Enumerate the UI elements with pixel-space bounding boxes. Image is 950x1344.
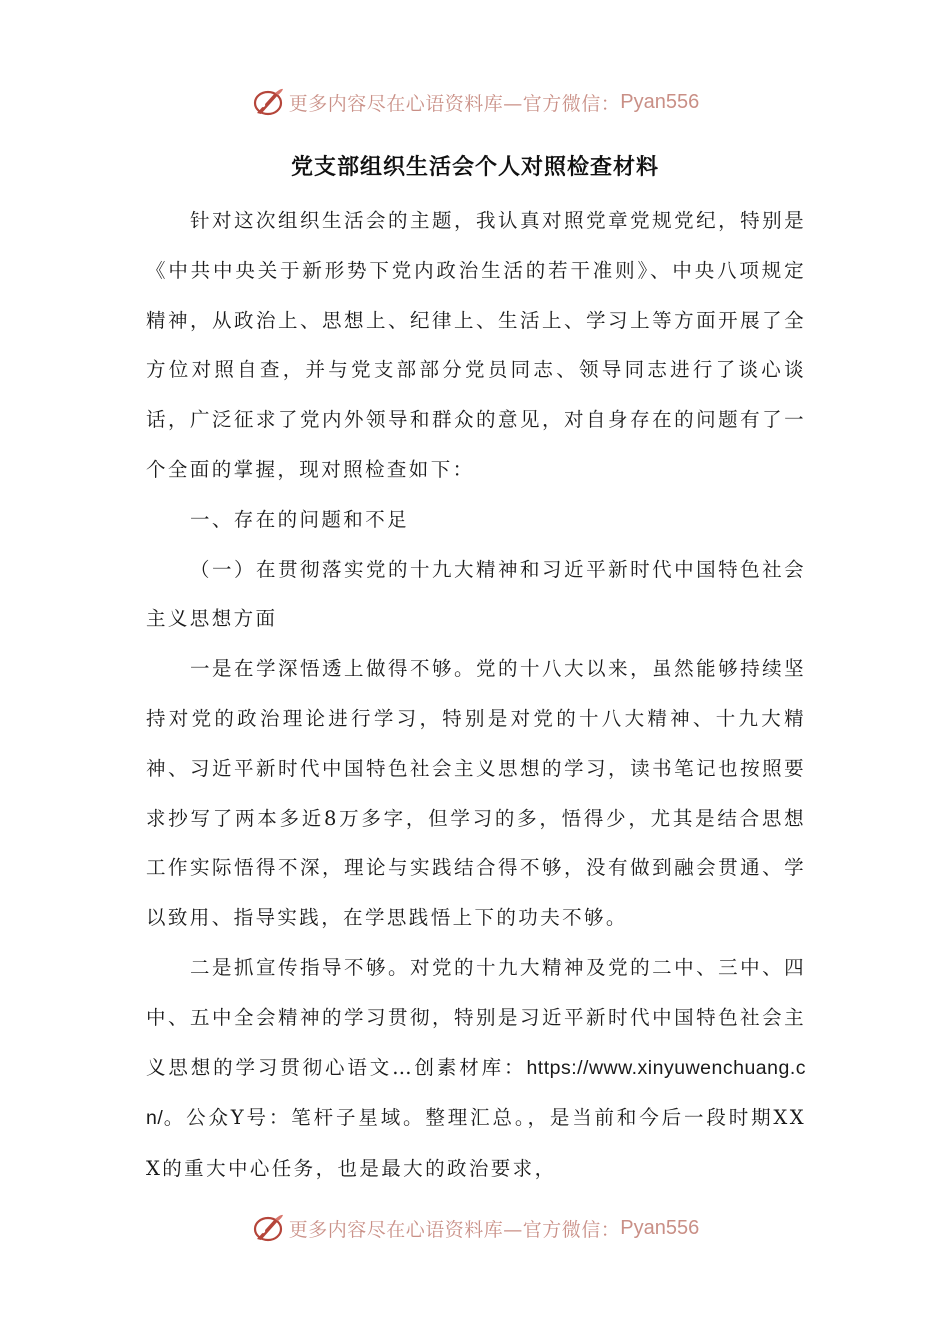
point-two-paragraph xyxy=(146,943,806,1194)
point-two-text-b: 。公众Y号：笔杆子星域。整理汇总。，是当前和今后一段时期XXX的重大中心任务，也是最大的政治要求， xyxy=(146,1106,806,1181)
footer-watermark-banner xyxy=(0,1208,950,1248)
document-body xyxy=(146,196,806,1194)
source-url-link[interactable]: https://www.xinyuwenchuang.cn/ xyxy=(146,1056,806,1130)
quill-logo-icon xyxy=(251,85,285,119)
header-watermark-banner xyxy=(0,82,950,122)
point-two-text-a: 二是抓宣传指导不够。对党的十九大精神及党的二中、三中、四中、五中全会精神的学习贯彻，特别是习近平新时代中国特色社会主义思想的学习贯彻心语文…创素材库： xyxy=(146,955,806,1079)
banner-text: 更多内容尽在心语资料库—官方微信： xyxy=(288,1218,621,1241)
banner-wechat-id: Pyan556 xyxy=(620,1216,700,1239)
section-heading-1: 一、存在的问题和不足 xyxy=(190,507,410,531)
intro-paragraph: 针对这次组织生活会的主题，我认真对照党章党规党纪，特别是《中共中央关于新形势下党内政治生活的若干准则》、中央八项规定精神，从政治上、思想上、纪律上、生活上、学习上等方面开展了全方位对照自查，并与党支部部分党员同志、领导同志进行了谈心谈话，广泛征求了党内外领导和群众的意见，对自身存在的问题有了一个全面的掌握，现对照检查如下： xyxy=(146,209,806,481)
document-title: 党支部组织生活会个人对照检查材料 xyxy=(290,154,659,180)
banner-text: 更多内容尽在心语资料库—官方微信： xyxy=(288,92,621,115)
banner-wechat-id: Pyan556 xyxy=(620,90,700,113)
point-one-paragraph: 一是在学深悟透上做得不够。党的十八大以来，虽然能够持续坚持对党的政治理论进行学习，特别是对党的十八大精神、十九大精神、习近平新时代中国特色社会主义思想的学习，读书笔记也按照要求抄写了两本多近8万多字，但学习的多，悟得少，尤其是结合思想工作实际悟得不深，理论与实践结合得不够，没有做到融会贯通、学以致用、指导实践，在学思践悟上下的功夫不够。 xyxy=(146,657,806,930)
quill-logo-icon xyxy=(251,1211,285,1245)
subsection-heading-1: （一）在贯彻落实党的十九大精神和习近平新时代中国特色社会主义思想方面 xyxy=(146,557,806,631)
